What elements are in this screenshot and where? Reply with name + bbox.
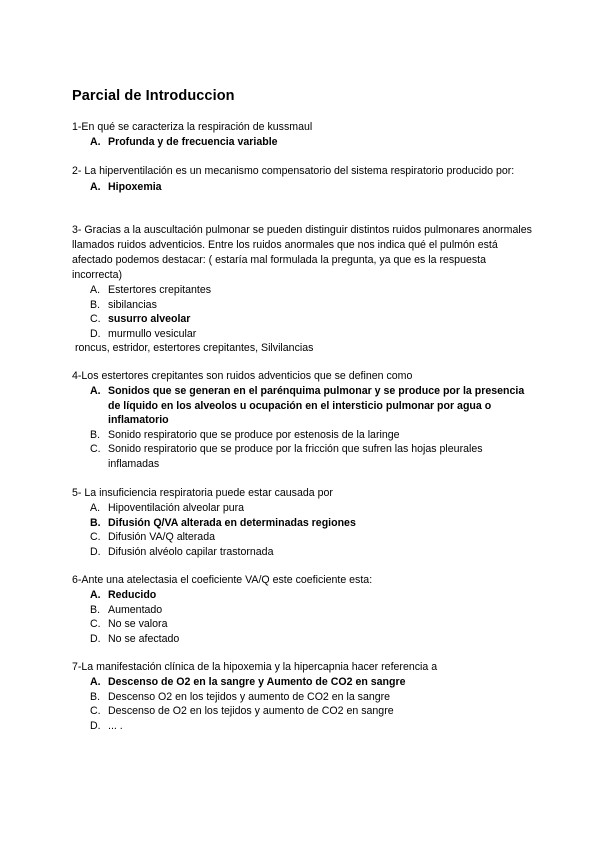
option-d <box>90 719 537 734</box>
option-letter: A. <box>90 385 101 397</box>
option-letter: C. <box>90 443 101 456</box>
option-letter: B. <box>90 603 101 616</box>
question-2 <box>72 164 537 195</box>
question-5 <box>72 486 537 559</box>
option-letter: C. <box>90 618 101 631</box>
question-text: 3- Gracias a la auscultación pulmonar se pueden distinguir distintos ruidos pulmonares anormales llamados ruidos adventicios. Entre los ruidos anormales que nos indica qué el pulmón está afectado podemos destacar: ( estaría mal formulada la pregunta, ya que es la respuesta incorrecta) <box>72 224 532 281</box>
option-text: Reducido <box>108 589 157 601</box>
option-letter: B. <box>90 428 101 441</box>
option-a <box>90 135 537 150</box>
option-letter: C. <box>90 705 101 718</box>
option-a <box>90 675 537 690</box>
question-6 <box>72 573 537 646</box>
option-text: Aumentado <box>108 603 163 616</box>
answer-note: roncus, estridor, estertores crepitantes, Silvilancias <box>72 342 314 355</box>
option-c <box>90 442 537 471</box>
option-letter: A. <box>90 284 101 296</box>
option-text: Sonidos que se generan en el parénquima pulmonar y se produce por la presencia de líquido en los alveolos u ocupación en el intersticio pulmonar por agua o inflamatorio <box>108 385 525 427</box>
option-d <box>90 545 537 560</box>
option-d <box>90 632 537 647</box>
option-letter: C. <box>90 531 101 544</box>
question-text: 5- La insuficiencia respiratoria puede estar causada por <box>72 487 333 499</box>
option-c <box>90 617 537 632</box>
option-letter: C. <box>90 313 101 326</box>
option-text: Descenso O2 en los tejidos y aumento de CO2 en la sangre <box>108 690 391 703</box>
option-c <box>90 312 537 327</box>
option-letter: D. <box>90 719 101 732</box>
option-a <box>90 501 537 516</box>
option-b <box>90 516 537 531</box>
options-list <box>72 675 537 733</box>
option-text: No se afectado <box>108 632 180 645</box>
question-text: 7-La manifestación clínica de la hipoxemia y la hipercapnia hacer referencia a <box>72 661 438 673</box>
option-text: Hipoventilación alveolar pura <box>108 502 245 514</box>
option-a <box>90 283 537 298</box>
page-title: Parcial de Introduccion <box>72 88 235 104</box>
option-letter: B. <box>90 516 101 529</box>
option-text: No se valora <box>108 618 168 631</box>
option-b <box>90 428 537 443</box>
question-4 <box>72 369 537 472</box>
option-a <box>90 180 537 195</box>
option-text: ... . <box>108 719 123 732</box>
options-list <box>72 180 537 195</box>
question-text: 1-En qué se caracteriza la respiración de kussmaul <box>72 121 313 133</box>
option-text: murmullo vesicular <box>108 327 197 340</box>
question-3 <box>72 223 537 356</box>
options-list <box>72 135 537 150</box>
option-text: Difusión Q/VA alterada en determinadas regiones <box>108 516 356 529</box>
options-list <box>72 501 537 559</box>
option-text: Profunda y de frecuencia variable <box>108 136 278 148</box>
option-text: Estertores crepitantes <box>108 284 212 296</box>
option-text: Sonido respiratorio que se produce por estenosis de la laringe <box>108 428 400 441</box>
option-letter: A. <box>90 502 101 514</box>
option-d <box>90 327 537 342</box>
option-letter: B. <box>90 298 101 311</box>
question-text: 6-Ante una atelectasia el coeficiente VA/Q este coeficiente esta: <box>72 574 373 586</box>
option-c <box>90 704 537 719</box>
option-letter: A. <box>90 181 101 193</box>
options-list <box>72 283 537 341</box>
question-text: 4-Los estertores crepitantes son ruidos adventicios que se definen como <box>72 370 413 382</box>
option-letter: A. <box>90 676 101 688</box>
option-a <box>90 384 537 428</box>
option-letter: D. <box>90 327 101 340</box>
option-text: Difusión alvéolo capilar trastornada <box>108 545 274 558</box>
option-c <box>90 530 537 545</box>
options-list <box>72 588 537 646</box>
option-text: Descenso de O2 en los tejidos y aumento de CO2 en sangre <box>108 705 394 718</box>
option-letter: D. <box>90 545 101 558</box>
option-b <box>90 603 537 618</box>
option-text: Difusión VA/Q alterada <box>108 531 215 544</box>
option-text: Descenso de O2 en la sangre y Aumento de CO2 en sangre <box>108 676 406 688</box>
option-text: Sonido respiratorio que se produce por la fricción que sufren las hojas pleurales inflamadas <box>108 443 483 470</box>
option-letter: B. <box>90 690 101 703</box>
question-7 <box>72 660 537 733</box>
question-1 <box>72 120 537 150</box>
option-text: Hipoxemia <box>108 181 162 193</box>
option-b <box>90 690 537 705</box>
options-list <box>72 384 537 472</box>
question-text: 2- La hiperventilación es un mecanismo compensatorio del sistema respiratorio producido por: <box>72 165 515 177</box>
option-text: susurro alveolar <box>108 313 191 326</box>
option-letter: A. <box>90 589 101 601</box>
option-letter: A. <box>90 136 101 148</box>
option-b <box>90 298 537 313</box>
option-letter: D. <box>90 632 101 645</box>
option-text: sibilancias <box>108 298 157 311</box>
option-a <box>90 588 537 603</box>
